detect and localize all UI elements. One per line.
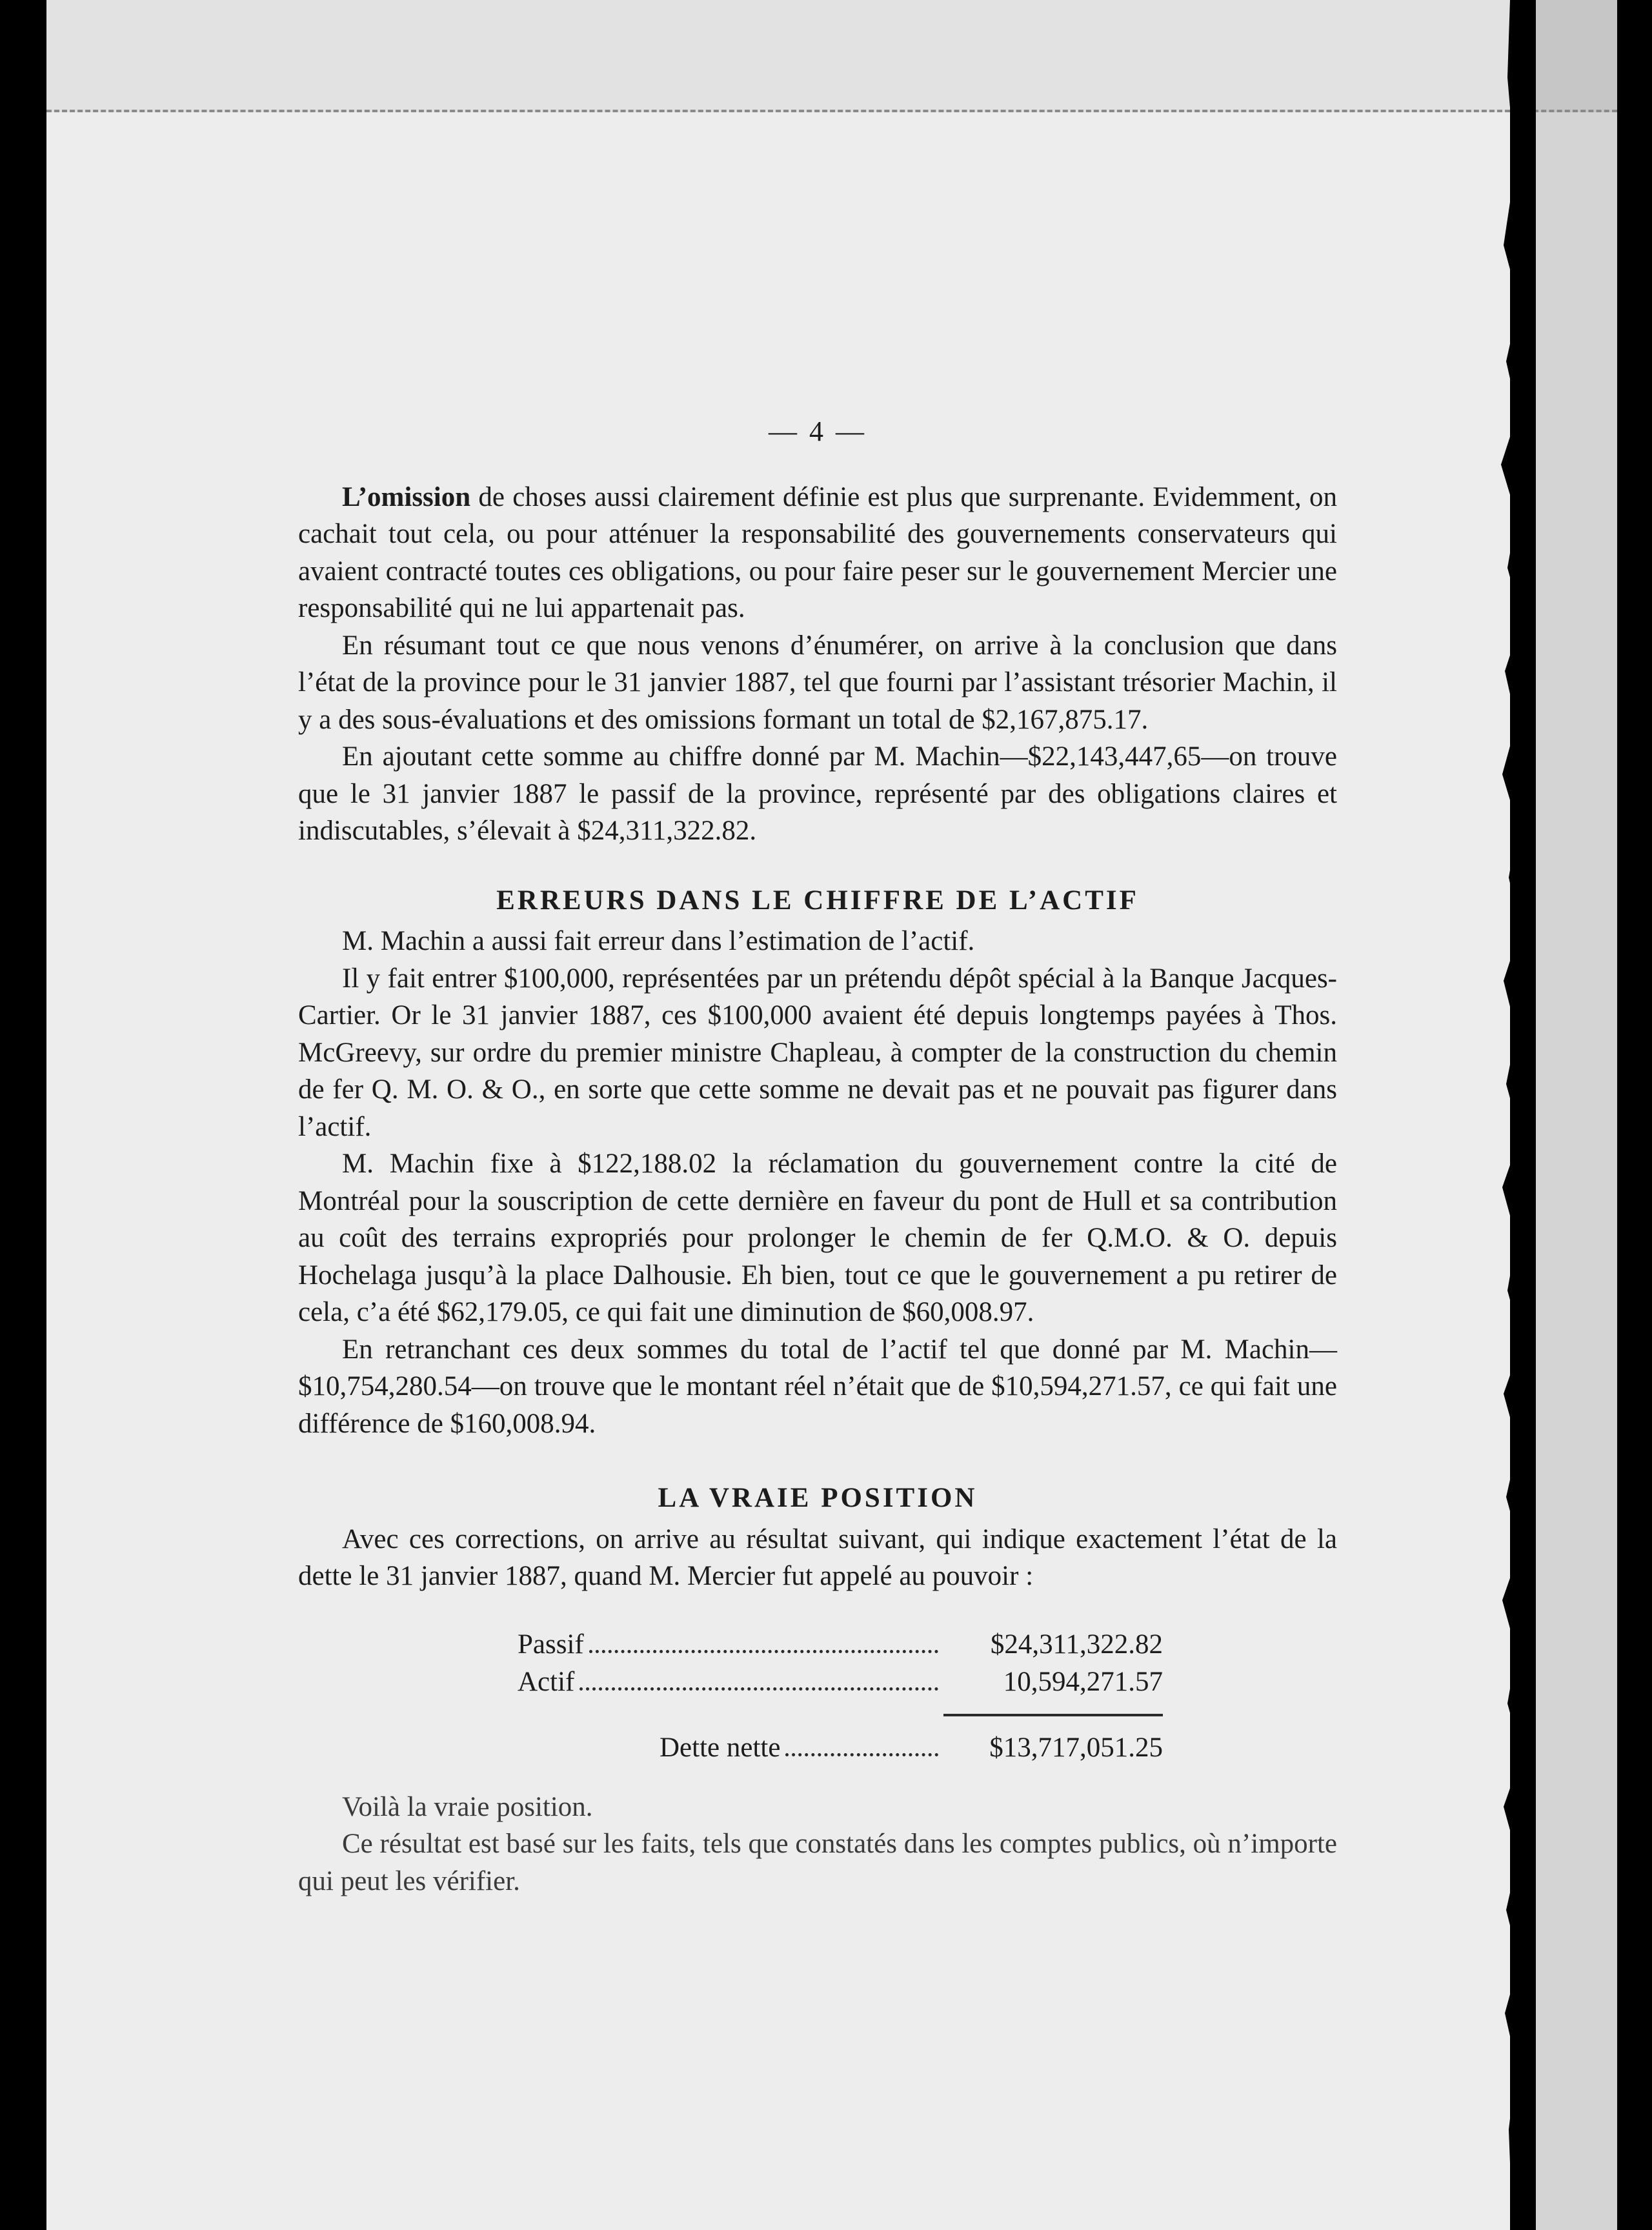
body-paragraph-1 — [298, 479, 1337, 627]
section-heading-actif-errors: ERREURS DANS LE CHIFFRE DE L’ACTIF — [496, 885, 1139, 916]
page-content — [298, 413, 1337, 1900]
debt-summary-table — [518, 1626, 1163, 1767]
dot-leader — [579, 1687, 938, 1691]
passif-label: Passif — [518, 1629, 584, 1660]
section1-paragraph-2: Il y fait entrer $100,000, représentées par un prétendu dépôt spécial à la Banque Jacques-Cartier. Or le 31 janvier 1887, ces $100,000 avaient été depuis longtemps payées à Thos. McGreevy, sur ordre du premier ministre Chapleau, à compter de la construction du chemin de fer Q. M. O. & O., en sorte que cette somme ne devait pas et ne pouvait pas figurer dans l’actif. — [298, 963, 1337, 1142]
body-paragraph-3: En ajoutant cette somme au chiffre donné par M. Machin—$22,143,447,65—on trouve que le 31 janvier 1887 le passif de la province, représenté par des obligations claires et indiscutables, s’élevait à $24,311,322.82. — [298, 741, 1337, 846]
body-paragraph-2: En résumant tout ce que nous venons d’énumérer, on arrive à la conclusion que dans l’état de la province pour le 31 janvier 1887, tel que fourni par l’assistant trésorier Machin, il y a des sous-évaluations et des omissions formant un total de $2,167,875.17. — [298, 630, 1337, 735]
section-heading-true-position: LA VRAIE POSITION — [658, 1483, 978, 1513]
actif-label: Actif — [518, 1666, 575, 1697]
actif-value: 10,594,271.57 — [1003, 1666, 1163, 1697]
section1-paragraph-1: M. Machin a aussi fait erreur dans l’estimation de l’actif. — [342, 926, 975, 956]
section2-paragraph-2: Voilà la vraie position. — [342, 1791, 593, 1822]
dot-leader — [589, 1650, 938, 1653]
net-debt-label: Dette nette — [660, 1732, 781, 1763]
section2-paragraph-3: Ce résultat est basé sur les faits, tels que constatés dans les comptes publics, où n’importe qui peut les vérifier. — [298, 1829, 1337, 1896]
dot-leader — [785, 1753, 938, 1756]
page-number: — 4 — — [769, 416, 867, 447]
summary-row-net-debt — [518, 1729, 1163, 1767]
section1-paragraph-4: En retranchant ces deux sommes du total de l’actif tel que donné par M. Machin—$10,754,280.54—on trouve que le montant réel n’était que de $10,594,271.57, ce qui fait une différence de $160,008.94. — [298, 1334, 1337, 1439]
section1-paragraph-3: M. Machin fixe à $122,188.02 la réclamation du gouvernement contre la cité de Montréal pour la souscription de cette dernière en faveur du pont de Hull et sa contribution au coût des terrains expropriés pour prolonger le chemin de fer Q.M.O. & O. depuis Hochelaga jusqu’à la place Dalhousie. Eh bien, tout ce que le gouvernement a pu retirer de cela, c’a été $62,179.05, ce qui fait une diminution de $60,008.97. — [298, 1149, 1337, 1327]
adjacent-page-top-edge — [1533, 0, 1617, 112]
torn-page-edge — [1484, 0, 1536, 2230]
total-rule — [943, 1714, 1163, 1716]
adjacent-page-strip — [1533, 0, 1617, 2230]
summary-row-passif — [518, 1626, 1163, 1663]
passif-value: $24,311,322.82 — [990, 1629, 1163, 1660]
net-debt-value: $13,717,051.25 — [989, 1732, 1163, 1763]
paragraph-1-text: de choses aussi clairement définie est plus que surprenante. Evidemment, on cachait tout cela, ou pour atténuer la responsabilité des gouvernements conservateurs qui avaient contracté toutes ces obligations, ou pour faire peser sur le gouvernement Mercier une responsabilité qui ne lui appartenait pas. — [298, 481, 1338, 623]
page-top-edge — [46, 0, 1510, 112]
paragraph-lead-word: L’omission — [342, 481, 471, 512]
section2-paragraph-1: Avec ces corrections, on arrive au résultat suivant, qui indique exactement l’état de la dette le 31 janvier 1887, quand M. Mercier fut appelé au pouvoir : — [298, 1523, 1337, 1591]
summary-row-actif — [518, 1663, 1163, 1701]
